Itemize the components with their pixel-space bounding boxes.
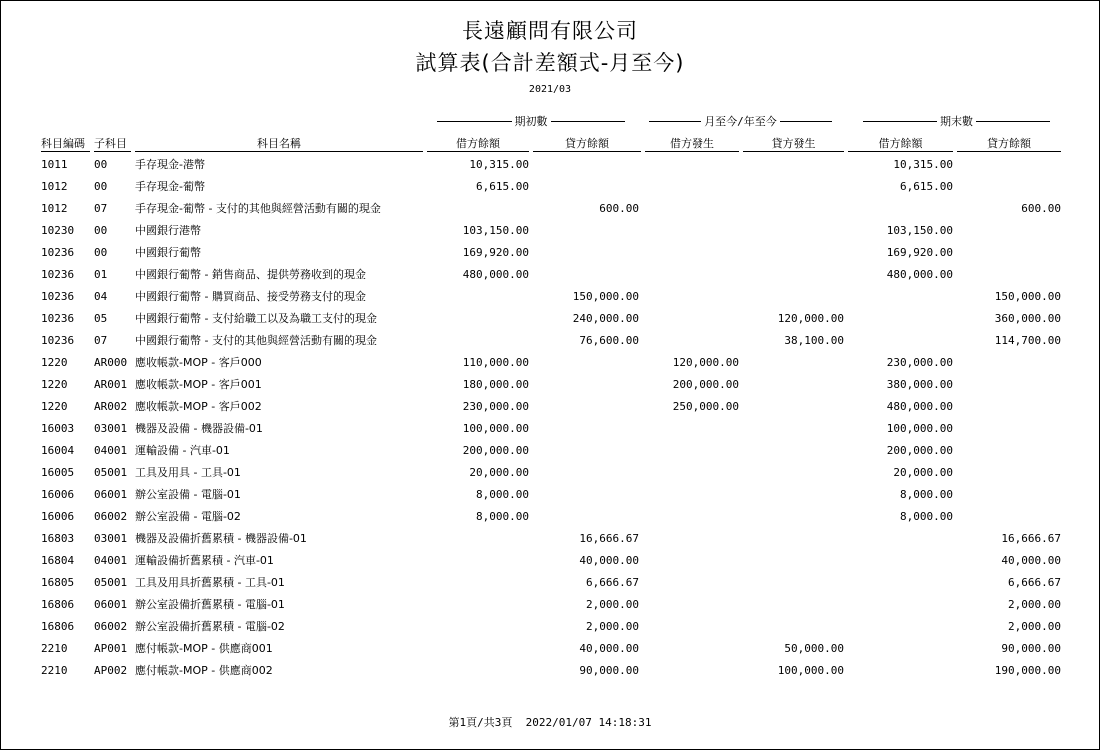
table-body [1,154,1099,682]
cell-open-debit: 10,315.00 [469,158,529,171]
cell-name: 手存現金-葡幣 [135,180,205,193]
cell-open-credit: 600.00 [599,202,639,215]
cell-code: 1220 [41,400,68,413]
group-movement [649,113,832,129]
cell-open-credit: 240,000.00 [572,312,639,325]
table-row [1,528,1099,550]
cell-close-debit: 8,000.00 [900,510,953,523]
group-closing [863,113,1050,129]
header-close-debit: 借方餘額 [848,136,953,152]
table-row [1,506,1099,528]
cell-open-debit: 20,000.00 [469,466,529,479]
cell-name: 應收帳款-MOP - 客戶001 [135,378,262,391]
cell-name: 中國銀行港幣 [135,224,201,237]
cell-code: 10236 [41,312,75,325]
page-footer [1,714,1099,730]
cell-close-debit: 8,000.00 [900,488,953,501]
cell-open-debit: 230,000.00 [462,400,529,413]
cell-open-credit: 150,000.00 [572,290,639,303]
cell-open-credit: 16,666.67 [579,532,639,545]
cell-code: 16804 [41,554,75,567]
header-code: 科目編碼 [41,136,90,152]
table-row [1,176,1099,198]
cell-close-credit: 190,000.00 [994,664,1061,677]
cell-open-debit: 103,150.00 [462,224,529,237]
cell-name: 辦公室設備 - 電腦-01 [135,488,241,501]
cell-close-debit: 230,000.00 [886,356,953,369]
cell-code: 16005 [41,466,75,479]
cell-code: 1011 [41,158,68,171]
cell-code: 2210 [41,642,68,655]
cell-sub: 04 [94,290,108,303]
cell-code: 1220 [41,378,68,391]
print-timestamp: 2022/01/07 14:18:31 [525,716,652,729]
cell-code: 1220 [41,356,68,369]
cell-sub: 05001 [94,466,128,479]
header-mv-credit: 貸方發生 [743,136,844,152]
group-opening-label: 期初數 [514,115,548,128]
cell-code: 1012 [41,202,68,215]
cell-mv-credit: 120,000.00 [777,312,844,325]
table-row [1,660,1099,682]
cell-mv-debit: 120,000.00 [672,356,739,369]
table-row [1,308,1099,330]
cell-close-debit: 6,615.00 [900,180,953,193]
cell-close-debit: 380,000.00 [886,378,953,391]
cell-code: 16004 [41,444,75,457]
cell-close-debit: 10,315.00 [893,158,953,171]
table-row [1,462,1099,484]
group-closing-label: 期末數 [940,115,973,128]
cell-name: 中國銀行葡幣 - 支付的其他與經營活動有關的現金 [135,334,377,347]
cell-sub: 06002 [94,620,128,633]
cell-sub: 00 [94,246,108,259]
cell-name: 機器及設備 - 機器設備-01 [135,422,263,435]
table-row [1,374,1099,396]
header-mv-debit: 借方發生 [645,136,739,152]
cell-code: 16803 [41,532,75,545]
cell-open-credit: 90,000.00 [579,664,639,677]
cell-name: 運輸設備折舊累積 - 汽車-01 [135,554,274,567]
table-row [1,286,1099,308]
cell-name: 工具及用具折舊累積 - 工具-01 [135,576,285,589]
cell-open-debit: 100,000.00 [462,422,529,435]
header-close-credit: 貸方餘額 [957,136,1061,152]
cell-close-debit: 480,000.00 [886,268,953,281]
group-movement-label: 月至今/年至今 [704,115,777,128]
cell-code: 16006 [41,510,75,523]
cell-name: 中國銀行葡幣 - 購買商品、接受勞務支付的現金 [135,290,366,303]
cell-mv-credit: 100,000.00 [777,664,844,677]
cell-name: 中國銀行葡幣 - 支付給職工以及為職工支付的現金 [135,312,377,325]
cell-sub: 00 [94,224,108,237]
cell-code: 2210 [41,664,68,677]
cell-name: 中國銀行葡幣 [135,246,201,259]
cell-sub: 04001 [94,554,128,567]
cell-code: 10236 [41,246,75,259]
cell-open-debit: 169,920.00 [462,246,529,259]
cell-sub: AR002 [94,400,128,413]
cell-close-credit: 40,000.00 [1001,554,1061,567]
cell-code: 10236 [41,268,75,281]
header-open-credit: 貸方餘額 [533,136,641,152]
cell-sub: 03001 [94,422,128,435]
cell-sub: 06001 [94,488,128,501]
cell-close-debit: 480,000.00 [886,400,953,413]
cell-close-debit: 103,150.00 [886,224,953,237]
cell-name: 中國銀行葡幣 - 銷售商品、提供勞務收到的現金 [135,268,366,281]
cell-sub: 05 [94,312,108,325]
table-row [1,484,1099,506]
table-row [1,330,1099,352]
table-row [1,616,1099,638]
table-row [1,154,1099,176]
table-row [1,572,1099,594]
table-row [1,352,1099,374]
cell-open-debit: 200,000.00 [462,444,529,457]
table-row [1,396,1099,418]
cell-name: 手存現金-葡幣 - 支付的其他與經營活動有關的現金 [135,202,381,215]
cell-open-credit: 40,000.00 [579,642,639,655]
table-row [1,242,1099,264]
page-indicator: 第1頁/共3頁 [448,716,513,729]
cell-sub: 01 [94,268,108,281]
table-row [1,440,1099,462]
cell-close-debit: 100,000.00 [886,422,953,435]
table-row [1,550,1099,572]
group-opening [437,113,625,129]
cell-sub: 06002 [94,510,128,523]
cell-code: 10230 [41,224,75,237]
cell-open-debit: 8,000.00 [476,488,529,501]
cell-name: 辦公室設備 - 電腦-02 [135,510,241,523]
cell-name: 機器及設備折舊累積 - 機器設備-01 [135,532,307,545]
cell-name: 應收帳款-MOP - 客戶002 [135,400,262,413]
cell-name: 應付帳款-MOP - 供應商002 [135,664,273,677]
cell-open-credit: 40,000.00 [579,554,639,567]
company-name: 長遠顧問有限公司 [462,19,638,43]
cell-close-credit: 90,000.00 [1001,642,1061,655]
cell-name: 應付帳款-MOP - 供應商001 [135,642,273,655]
cell-close-credit: 2,000.00 [1008,598,1061,611]
cell-code: 16003 [41,422,75,435]
cell-sub: AP002 [94,664,128,677]
cell-code: 16806 [41,598,75,611]
cell-close-credit: 114,700.00 [994,334,1061,347]
cell-open-debit: 180,000.00 [462,378,529,391]
cell-open-debit: 480,000.00 [462,268,529,281]
cell-close-credit: 150,000.00 [994,290,1061,303]
cell-mv-debit: 200,000.00 [672,378,739,391]
table-row [1,594,1099,616]
cell-open-debit: 110,000.00 [462,356,529,369]
cell-mv-debit: 250,000.00 [672,400,739,413]
cell-open-debit: 8,000.00 [476,510,529,523]
cell-sub: AR001 [94,378,128,391]
cell-close-debit: 169,920.00 [886,246,953,259]
cell-mv-credit: 38,100.00 [784,334,844,347]
cell-code: 10236 [41,290,75,303]
cell-sub: 06001 [94,598,128,611]
table-row [1,638,1099,660]
cell-name: 運輸設備 - 汽車-01 [135,444,230,457]
cell-close-debit: 20,000.00 [893,466,953,479]
cell-open-credit: 76,600.00 [579,334,639,347]
cell-code: 16006 [41,488,75,501]
cell-code: 1012 [41,180,68,193]
cell-close-credit: 600.00 [1021,202,1061,215]
cell-sub: 04001 [94,444,128,457]
cell-sub: 03001 [94,532,128,545]
cell-close-debit: 200,000.00 [886,444,953,457]
cell-sub: 05001 [94,576,128,589]
cell-open-debit: 6,615.00 [476,180,529,193]
cell-sub: 07 [94,202,108,215]
header-open-debit: 借方餘額 [427,136,529,152]
cell-name: 手存現金-港幣 [135,158,205,171]
cell-close-credit: 16,666.67 [1001,532,1061,545]
cell-name: 工具及用具 - 工具-01 [135,466,241,479]
cell-sub: AR000 [94,356,128,369]
cell-close-credit: 2,000.00 [1008,620,1061,633]
cell-code: 10236 [41,334,75,347]
cell-sub: AP001 [94,642,128,655]
table-row [1,220,1099,242]
cell-name: 辦公室設備折舊累積 - 電腦-02 [135,620,285,633]
cell-close-credit: 360,000.00 [994,312,1061,325]
table-row [1,198,1099,220]
cell-open-credit: 2,000.00 [586,598,639,611]
cell-name: 辦公室設備折舊累積 - 電腦-01 [135,598,285,611]
cell-sub: 00 [94,180,108,193]
table-row [1,264,1099,286]
cell-code: 16806 [41,620,75,633]
table-row [1,418,1099,440]
cell-open-credit: 6,666.67 [586,576,639,589]
cell-open-credit: 2,000.00 [586,620,639,633]
header-sub: 子科目 [94,136,131,152]
cell-sub: 00 [94,158,108,171]
report-title: 試算表(合計差額式-月至今) [415,51,685,75]
cell-close-credit: 6,666.67 [1008,576,1061,589]
cell-mv-credit: 50,000.00 [784,642,844,655]
cell-name: 應收帳款-MOP - 客戶000 [135,356,262,369]
cell-sub: 07 [94,334,108,347]
report-period: 2021/03 [528,84,572,95]
cell-code: 16805 [41,576,75,589]
header-name: 科目名稱 [135,136,423,152]
